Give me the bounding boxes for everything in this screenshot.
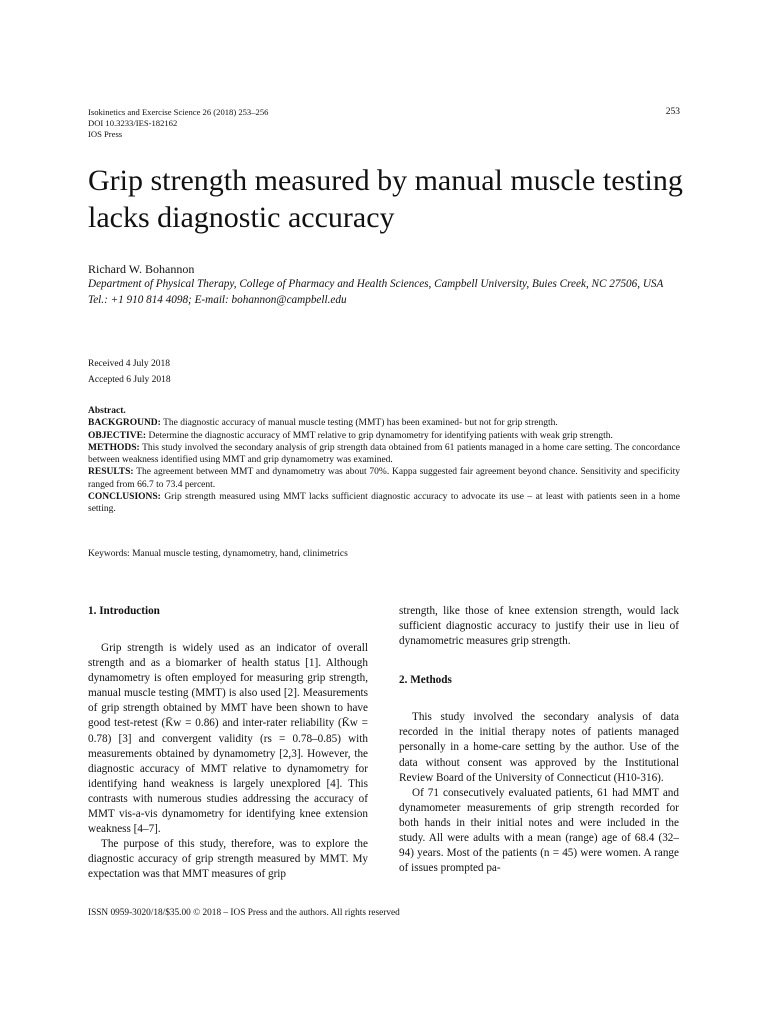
abstract-methods: This study involved the secondary analysis of grip strength data obtained from 61 patients managed in a home care setting. The concordance between weakness identified using MMT and grip dynamometry was examined. bbox=[88, 442, 680, 466]
intro-heading: 1. Introduction bbox=[88, 605, 160, 617]
journal-citation bbox=[88, 107, 268, 140]
intro-paragraph-3: strength, like those of knee extension strength, would lack sufficient diagnostic accuracy to justify their use in lieu of dynamometric measures grip strength. bbox=[399, 605, 679, 648]
keywords: Keywords: Manual muscle testing, dynamometry, hand, clinimetrics bbox=[88, 549, 348, 559]
abstract-objective: Determine the diagnostic accuracy of MMT relative to grip dynamometry for identifying patients with weak grip strength. bbox=[148, 430, 613, 441]
methods-label: METHODS: bbox=[88, 442, 140, 453]
right-column bbox=[399, 604, 679, 876]
abstract-heading: Abstract. bbox=[88, 406, 126, 416]
journal-name: Isokinetics and Exercise Science 26 (2018) 253–256 bbox=[88, 107, 269, 117]
paper-title: Grip strength measured by manual muscle testing lacks diagnostic accuracy bbox=[88, 164, 683, 234]
abstract bbox=[88, 405, 680, 516]
objective-label: OBJECTIVE: bbox=[88, 430, 147, 441]
page-number: 253 bbox=[665, 107, 680, 117]
intro-paragraph-2: The purpose of this study, therefore, was to explore the diagnostic accuracy of grip strength measured by MMT. My expectation was that MMT measures of grip bbox=[88, 838, 368, 881]
conclusions-label: CONCLUSIONS: bbox=[88, 492, 161, 503]
accepted-date: Accepted 6 July 2018 bbox=[88, 375, 171, 385]
copyright-footer: ISSN 0959-3020/18/$35.00 © 2018 – IOS Press and the authors. All rights reserved bbox=[88, 908, 400, 918]
received-date: Received 4 July 2018 bbox=[88, 359, 171, 369]
methods-heading: 2. Methods bbox=[399, 674, 452, 687]
author-contact: Tel.: +1 910 814 4098; E-mail: bohannon@campbell.edu bbox=[88, 293, 347, 306]
abstract-results: The agreement between MMT and dynamometry was about 70%. Kappa suggested fair agreement beyond chance. Sensitivity and specificity ranged from 66.7 to 73.4 percent. bbox=[88, 467, 680, 490]
author-name: Richard W. Bohannon bbox=[88, 262, 195, 276]
results-label: RESULTS: bbox=[88, 467, 134, 478]
article-dates bbox=[88, 356, 171, 388]
background-label: BACKGROUND: bbox=[88, 418, 161, 429]
methods-paragraph-2: Of 71 consecutively evaluated patients, 61 had MMT and dynamometer measurements of grip strength recorded for both hands in their initial notes and were included in the study. All were adults with a mean (range) age of 68.4 (32–94) years. Most of the patients (n = 45) were women. A range of issues prompted pa- bbox=[399, 786, 679, 875]
author-affiliation-block bbox=[88, 277, 688, 308]
journal-doi: DOI 10.3233/IES-182162 bbox=[88, 118, 178, 128]
abstract-conclusions: Grip strength measured using MMT lacks sufficient diagnostic accuracy to advocate its use – at least with patients seen in a home setting. bbox=[88, 492, 680, 515]
methods-paragraph-1: This study involved the secondary analysis of data recorded in the initial therapy notes of patients managed personally in a home-care setting by the author. Use of the data without consent was approved by the Institutional Review Board of the University of Connecticut (H10-316). bbox=[399, 711, 679, 784]
intro-paragraph-1: Grip strength is widely used as an indicator of overall strength and as a biomarker of health status [1]. Although dynamometry is often employed for measuring grip strength, manual muscle testing (MMT) is also used [2]. Measurements of grip strength obtained by MMT have been shown to have good test-retest (K̄w = 0.86) and inter-rater reliability (K̄w = 0.78) [3] and convergent validity (rs = 0.78–0.85) with measurements obtained by dynamometry [2,3]. However, the diagnostic accuracy of MMT relative to dynamometry for identifying hand weakness is largely unexplored [4]. This contrasts with numerous studies addressing the accuracy of MMT vis-a-vis dynamometry for identifying knee extension weakness [4–7]. bbox=[88, 642, 368, 836]
abstract-background: The diagnostic accuracy of manual muscle testing (MMT) has been examined- but not for grip strength. bbox=[163, 418, 558, 429]
left-column bbox=[88, 604, 368, 883]
author-affiliation: Department of Physical Therapy, College of Pharmacy and Health Sciences, Campbell University, Buies Creek, NC 27506, USA bbox=[88, 278, 664, 290]
journal-publisher: IOS Press bbox=[88, 129, 123, 139]
